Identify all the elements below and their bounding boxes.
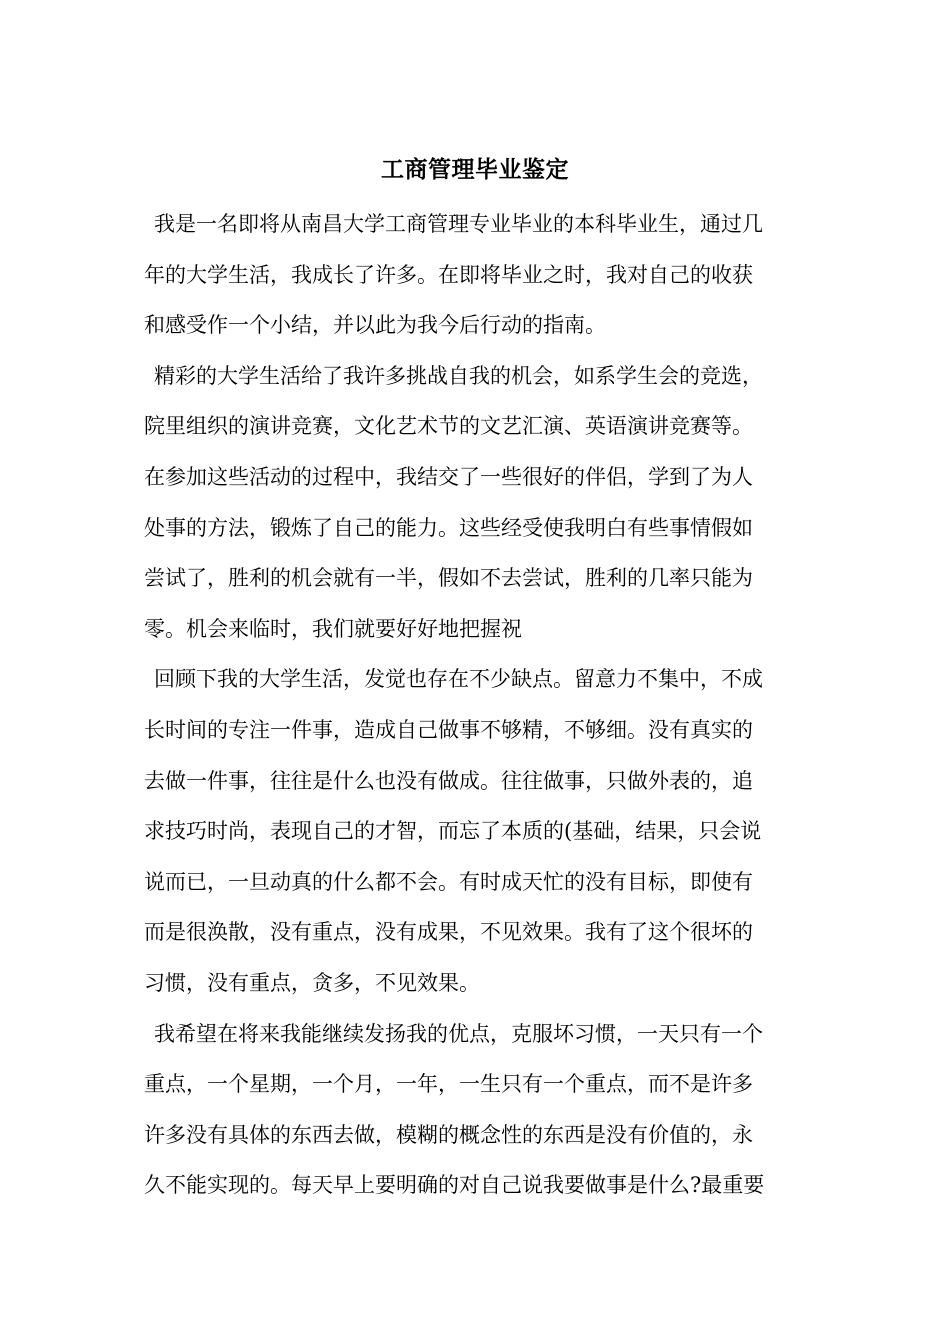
text-line: 而是很涣散，没有重点，没有成果，不见效果。我有了这个很坏的 <box>144 920 753 945</box>
text-line: 久不能实现的。每天早上要明确的对自己说我要做事是什么?最重要 <box>144 1173 765 1198</box>
document-body <box>144 199 808 1211</box>
text-line: 院里组织的演讲竞赛，文化艺术节的文艺汇演、英语演讲竞赛等。 <box>144 414 753 439</box>
text-line: 精彩的大学生活给了我许多挑战自我的机会，如系学生会的竞选， <box>154 363 763 388</box>
text-line: 说而已，一旦动真的什么都不会。有时成天忙的没有目标，即使有 <box>144 869 753 894</box>
text-line: 处事的方法，锻炼了自己的能力。这些经受使我明白有些事情假如 <box>144 515 753 540</box>
text-line: 回顾下我的大学生活，发觉也存在不少缺点。留意力不集中，不成 <box>154 667 763 692</box>
document-title: 工商管理毕业鉴定 <box>381 156 569 183</box>
text-line: 尝试了，胜利的机会就有一半，假如不去尝试，胜利的几率只能为 <box>144 566 753 591</box>
text-line: 许多没有具体的东西去做，模糊的概念性的东西是没有价值的，永 <box>144 1122 753 1147</box>
text-line: 零。机会来临时，我们就要好好地把握祝 <box>144 616 522 641</box>
text-line: 和感受作一个小结，并以此为我今后行动的指南。 <box>144 313 606 338</box>
text-line: 长时间的专注一件事，造成自己做事不够精，不够细。没有真实的 <box>144 717 753 742</box>
text-line: 在参加这些活动的过程中，我结交了一些很好的伴侣，学到了为人 <box>144 464 753 489</box>
text-line: 求技巧时尚，表现自己的才智，而忘了本质的(基础，结果，只会说 <box>144 819 762 844</box>
text-line: 我是一名即将从南昌大学工商管理专业毕业的本科毕业生，通过几 <box>154 212 763 236</box>
text-line: 习惯，没有重点，贪多，不见效果。 <box>144 970 480 995</box>
text-line: 重点，一个星期，一个月，一年，一生只有一个重点，而不是许多 <box>144 1072 753 1097</box>
text-line: 去做一件事，往往是什么也没有做成。往往做事，只做外表的，追 <box>144 768 753 793</box>
text-line: 年的大学生活，我成长了许多。在即将毕业之时，我对自己的收获 <box>144 262 753 287</box>
text-line: 我希望在将来我能继续发扬我的优点，克服坏习惯，一天只有一个 <box>154 1021 763 1046</box>
